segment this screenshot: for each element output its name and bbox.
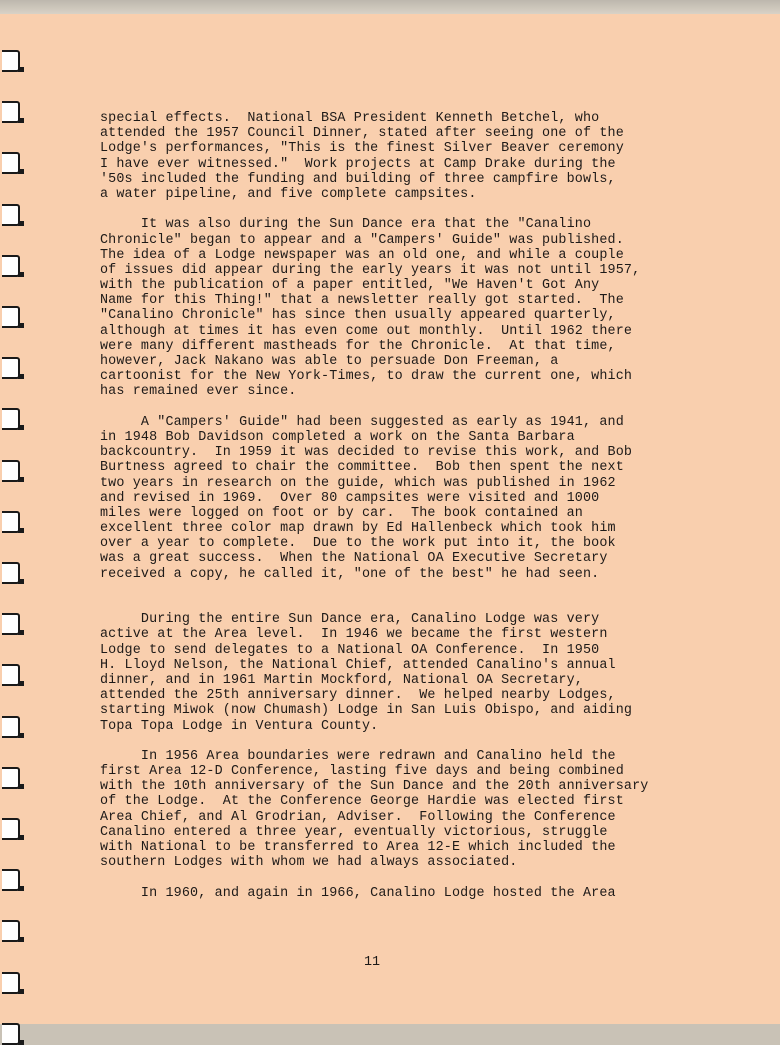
text-line: received a copy, he called it, "one of the best" he had seen. <box>100 566 600 582</box>
text-line: although at times it has even come out monthly. Until 1962 there <box>100 323 633 339</box>
text-line: with the 10th anniversary of the Sun Dance and the 20th anniversary <box>100 779 649 795</box>
text-line: Lodge's performances, "This is the finest Silver Beaver ceremony <box>100 141 624 157</box>
text-line: was a great success. When the National OA Executive Secretary <box>100 551 608 567</box>
text-line: were many different mastheads for the Chronicle. At that time, <box>100 338 616 354</box>
binding-ring <box>2 818 20 840</box>
text-line: Lodge to send delegates to a National OA Conference. In 1950 <box>100 642 600 658</box>
text-line: attended the 1957 Council Dinner, stated after seeing one of the <box>100 126 624 142</box>
binding-ring <box>2 460 20 482</box>
text-line: in 1948 Bob Davidson completed a work on the Santa Barbara <box>100 429 575 445</box>
text-line: of issues did appear during the early years it was not until 1957, <box>100 262 641 278</box>
binding-ring <box>2 152 20 174</box>
page-number: 11 <box>364 955 381 970</box>
text-line: active at the Area level. In 1946 we became the first western <box>100 627 608 643</box>
spiral-binding <box>0 14 30 1024</box>
text-line: excellent three color map drawn by Ed Hallenbeck which took him <box>100 521 616 537</box>
text-line: Topa Topa Lodge in Ventura County. <box>100 718 379 734</box>
binding-ring <box>2 50 20 72</box>
binding-ring <box>2 920 20 942</box>
text-line: over a year to complete. Due to the work put into it, the book <box>100 536 616 552</box>
text-line: first Area 12-D Conference, lasting five days and being combined <box>100 764 624 780</box>
blank-line <box>100 870 760 885</box>
text-line: has remained ever since. <box>100 384 297 400</box>
binding-ring <box>2 562 20 584</box>
blank-line <box>100 734 760 749</box>
text-line: miles were logged on foot or by car. The book contained an <box>100 505 583 521</box>
binding-ring <box>2 664 20 686</box>
text-line: starting Miwok (now Chumash) Lodge in San Luis Obispo, and aiding <box>100 703 633 719</box>
body-text <box>100 111 760 901</box>
text-line: In 1960, and again in 1966, Canalino Lodge hosted the Area <box>100 885 616 901</box>
blank-line <box>100 202 760 217</box>
text-line: dinner, and in 1961 Martin Mockford, National OA Secretary, <box>100 672 583 688</box>
text-line: '50s included the funding and building of three campfire bowls, <box>100 171 616 187</box>
text-line: Burtness agreed to chair the committee. Bob then spent the next <box>100 460 624 476</box>
text-line: Name for this Thing!" that a newsletter really got started. The <box>100 293 624 309</box>
text-line: a water pipeline, and five complete campsites. <box>100 186 477 202</box>
document-page <box>0 14 780 1024</box>
binding-ring <box>2 255 20 277</box>
text-line: Chronicle" began to appear and a "Campers' Guide" was published. <box>100 232 624 248</box>
text-line: with National to be transferred to Area 12-E which included the <box>100 840 616 855</box>
text-line: backcountry. In 1959 it was decided to revise this work, and Bob <box>100 445 633 461</box>
text-line: special effects. National BSA President Kenneth Betchel, who <box>100 111 600 126</box>
binding-ring <box>2 869 20 891</box>
text-line: During the entire Sun Dance era, Canalino Lodge was very <box>100 612 600 628</box>
text-line: I have ever witnessed." Work projects at Camp Drake during the <box>100 156 616 172</box>
binding-ring <box>2 101 20 123</box>
text-line: It was also during the Sun Dance era that the "Canalino <box>100 217 592 233</box>
text-line: The idea of a Lodge newspaper was an old one, and while a couple <box>100 247 624 263</box>
blank-line <box>100 400 760 415</box>
text-line: southern Lodges with whom we had always associated. <box>100 855 518 871</box>
text-line: H. Lloyd Nelson, the National Chief, attended Canalino's annual <box>100 657 616 673</box>
binding-ring <box>2 716 20 738</box>
text-line: cartoonist for the New York-Times, to draw the current one, which <box>100 369 633 385</box>
binding-ring <box>2 408 20 430</box>
binding-ring <box>2 357 20 379</box>
text-line: two years in research on the guide, which was published in 1962 <box>100 475 616 491</box>
text-line: Area Chief, and Al Grodrian, Adviser. Following the Conference <box>100 809 616 825</box>
text-line: and revised in 1969. Over 80 campsites were visited and 1000 <box>100 490 600 506</box>
binding-ring <box>2 767 20 789</box>
binding-ring <box>2 1023 20 1045</box>
text-line: however, Jack Nakano was able to persuade Don Freeman, a <box>100 354 559 369</box>
binding-ring <box>2 613 20 635</box>
text-line: with the publication of a paper entitled, "We Haven't Got Any <box>100 278 600 294</box>
binding-ring <box>2 972 20 994</box>
blank-line <box>100 582 760 597</box>
binding-ring <box>2 511 20 533</box>
text-line: Canalino entered a three year, eventually victorious, struggle <box>100 824 608 840</box>
text-line: In 1956 Area boundaries were redrawn and Canalino held the <box>100 748 616 764</box>
binding-ring <box>2 306 20 328</box>
text-line: attended the 25th anniversary dinner. We helped nearby Lodges, <box>100 688 616 704</box>
text-line: A "Campers' Guide" had been suggested as early as 1941, and <box>100 414 624 430</box>
scanner-top-edge <box>0 0 780 14</box>
text-line: of the Lodge. At the Conference George Hardie was elected first <box>100 794 624 810</box>
binding-ring <box>2 204 20 226</box>
blank-line <box>100 597 760 612</box>
text-line: "Canalino Chronicle" has since then usually appeared quarterly, <box>100 308 616 324</box>
